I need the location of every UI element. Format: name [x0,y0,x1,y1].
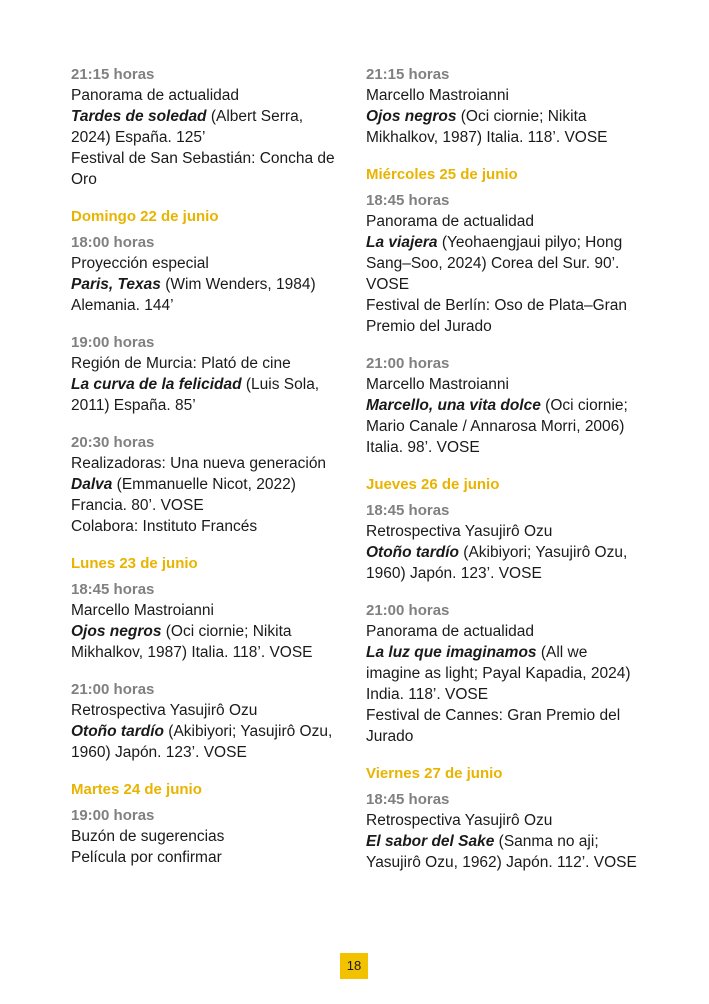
schedule-entry [366,601,638,747]
section-name: Marcello Mastroianni [366,376,509,393]
schedule-entry [366,790,638,873]
screening-time: 18:45 horas [71,581,155,598]
section-name: Retrospectiva Yasujirô Ozu [366,523,553,540]
film-title: La curva de la felicidad [71,376,242,393]
film-details: (Wim Wenders, 1984) Alemania. 144’ [71,276,316,314]
film-info [71,274,343,316]
film-details: (Akibiyori; Yasujirô Ozu, 1960) Japón. 123’. VOSE [71,723,333,761]
film-details: (Yeohaengjaui pilyo; Hong Sang–Soo, 2024) Corea del Sur. 90’. VOSE [366,234,623,293]
left-column [71,65,343,885]
section-name: Retrospectiva Yasujirô Ozu [71,702,258,719]
section-name: Panorama de actualidad [366,623,535,640]
film-info [366,542,638,584]
film-title: Tardes de soledad [71,108,207,125]
schedule-entry [71,433,343,537]
page-number: 18 [340,953,368,979]
section-name: Buzón de sugerencias [71,828,225,845]
schedule-entry [366,65,638,148]
film-info [71,106,343,148]
film-info [71,721,343,763]
section-name: Retrospectiva Yasujirô Ozu [366,812,553,829]
film-info [366,106,638,148]
film-details: (All we imagine as light; Payal Kapadia, 2024) India. 118’. VOSE [366,644,631,703]
section-name: Realizadoras: Una nueva generación [71,455,327,472]
film-info [366,642,638,705]
screening-time: 19:00 horas [71,807,155,824]
section-name: Marcello Mastroianni [71,602,214,619]
film-details: (Akibiyori; Yasujirô Ozu, 1960) Japón. 123’. VOSE [366,544,628,582]
film-details: (Albert Serra, 2024) España. 125’ [71,108,304,146]
film-info [366,831,638,873]
note: Película por confirmar [71,849,222,866]
film-info [366,232,638,295]
section-name: Proyección especial [71,255,209,272]
note: Festival de Berlín: Oso de Plata–Gran Premio del Jurado [366,297,628,335]
film-info [366,395,638,458]
screening-time: 20:30 horas [71,434,155,451]
screening-time: 18:00 horas [71,234,155,251]
screening-time: 21:00 horas [366,602,450,619]
screening-time: 18:45 horas [366,502,450,519]
screening-time: 18:45 horas [366,192,450,209]
schedule-entry [71,580,343,663]
schedule-entry [366,191,638,337]
screening-time: 21:00 horas [366,355,450,372]
film-details: (Emmanuelle Nicot, 2022) Francia. 80’. VOSE [71,476,296,514]
schedule-entry [71,233,343,316]
film-details: (Oci ciornie; Nikita Mikhalkov, 1987) Italia. 118’. VOSE [366,108,608,146]
section-name: Marcello Mastroianni [366,87,509,104]
film-title: Otoño tardío [366,544,459,561]
section-name: Panorama de actualidad [71,87,240,104]
note: Festival de San Sebastián: Concha de Oro [71,150,335,188]
film-title: La luz que imaginamos [366,644,537,661]
note: Colabora: Instituto Francés [71,518,258,535]
film-title: Dalva [71,476,113,493]
day-heading: Lunes 23 de junio [71,555,198,572]
film-title: Ojos negros [71,623,162,640]
schedule-entry [366,501,638,584]
film-info [71,621,343,663]
film-title: Paris, Texas [71,276,161,293]
day-heading: Viernes 27 de junio [366,765,503,782]
film-title: Marcello, una vita dolce [366,397,541,414]
note: Festival de Cannes: Gran Premio del Jurado [366,707,621,745]
day-heading: Domingo 22 de junio [71,208,219,225]
film-details: (Sanma no aji; Yasujirô Ozu, 1962) Japón. 112’. VOSE [366,833,637,871]
day-heading: Martes 24 de junio [71,781,202,798]
film-title: El sabor del Sake [366,833,495,850]
screening-time: 21:00 horas [71,681,155,698]
film-details: (Luis Sola, 2011) España. 85’ [71,376,320,414]
film-info [71,474,343,516]
schedule-entry [366,354,638,458]
schedule-entry [71,65,343,190]
film-details: (Oci ciornie; Mario Canale / Annarosa Morri, 2006) Italia. 98’. VOSE [366,397,628,456]
schedule-entry [71,680,343,763]
film-title: La viajera [366,234,438,251]
screening-time: 18:45 horas [366,791,450,808]
screening-time: 19:00 horas [71,334,155,351]
film-info [71,374,343,416]
day-heading: Jueves 26 de junio [366,476,500,493]
film-title: Ojos negros [366,108,457,125]
film-title: Otoño tardío [71,723,164,740]
screening-time: 21:15 horas [71,66,155,83]
section-name: Región de Murcia: Plató de cine [71,355,291,372]
section-name: Panorama de actualidad [366,213,535,230]
screening-time: 21:15 horas [366,66,450,83]
right-column [366,65,638,890]
day-heading: Miércoles 25 de junio [366,166,518,183]
schedule-entry [71,806,343,868]
film-details: (Oci ciornie; Nikita Mikhalkov, 1987) Italia. 118’. VOSE [71,623,313,661]
schedule-entry [71,333,343,416]
